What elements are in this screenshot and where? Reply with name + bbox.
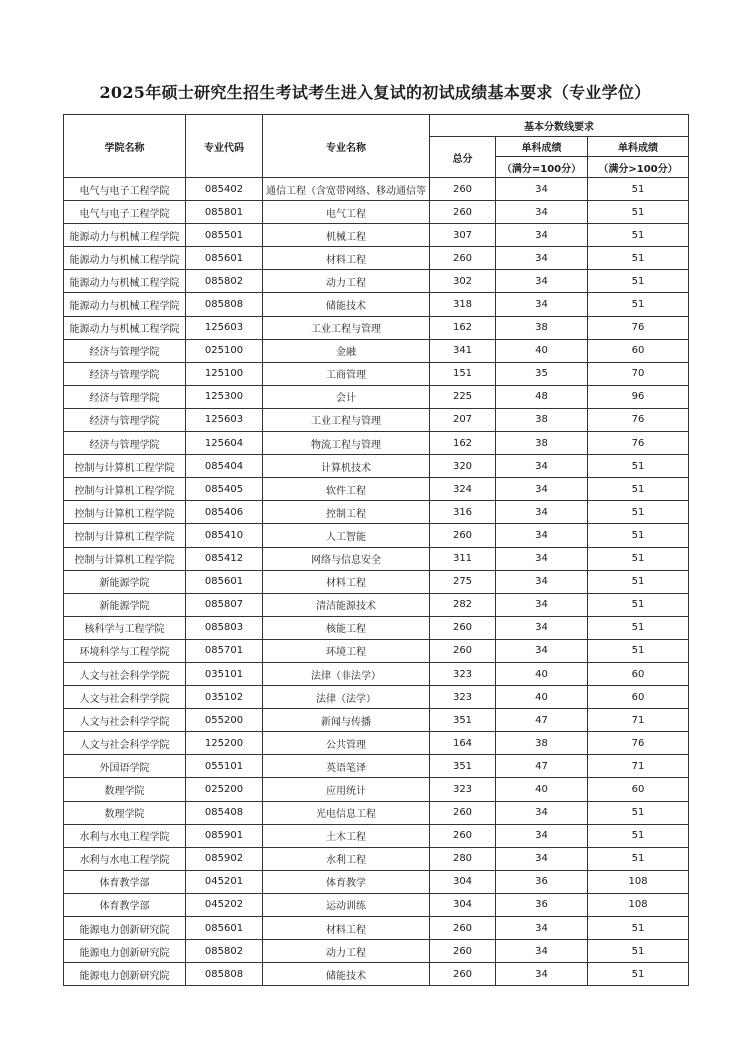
table-row	[64, 755, 689, 778]
code-cell: 045202	[186, 893, 263, 916]
table-row	[64, 385, 689, 408]
single-score-over-100-cell: 51	[588, 547, 689, 570]
table-row	[64, 778, 689, 801]
single-score-100-cell: 34	[496, 801, 588, 824]
major-cell: 工业工程与管理	[263, 408, 430, 431]
major-cell: 核能工程	[263, 616, 430, 639]
single-score-100-cell: 36	[496, 893, 588, 916]
college-cell: 能源动力与机械工程学院	[64, 247, 186, 270]
major-cell: 会计	[263, 385, 430, 408]
single-score-100-cell: 36	[496, 870, 588, 893]
major-cell: 动力工程	[263, 270, 430, 293]
total-score-cell: 207	[430, 408, 496, 431]
header-single-score-2: 单科成绩	[588, 137, 689, 157]
code-cell: 085601	[186, 917, 263, 940]
total-score-cell: 341	[430, 339, 496, 362]
single-score-100-cell: 34	[496, 524, 588, 547]
single-score-over-100-cell: 51	[588, 917, 689, 940]
major-cell: 英语笔译	[263, 755, 430, 778]
single-score-100-cell: 34	[496, 616, 588, 639]
college-cell: 经济与管理学院	[64, 362, 186, 385]
college-cell: 新能源学院	[64, 593, 186, 616]
total-score-cell: 351	[430, 709, 496, 732]
table-row	[64, 178, 689, 201]
total-score-cell: 323	[430, 662, 496, 685]
single-score-over-100-cell: 51	[588, 247, 689, 270]
table-row	[64, 316, 689, 339]
code-cell: 045201	[186, 870, 263, 893]
single-score-100-cell: 34	[496, 293, 588, 316]
table-row	[64, 524, 689, 547]
table-row	[64, 709, 689, 732]
table-row	[64, 917, 689, 940]
single-score-100-cell: 34	[496, 501, 588, 524]
single-score-100-cell: 38	[496, 432, 588, 455]
major-cell: 人工智能	[263, 524, 430, 547]
major-cell: 材料工程	[263, 917, 430, 940]
major-cell: 软件工程	[263, 478, 430, 501]
total-score-cell: 324	[430, 478, 496, 501]
table-body	[64, 178, 689, 986]
major-cell: 法律（法学）	[263, 686, 430, 709]
major-cell: 电气工程	[263, 201, 430, 224]
major-cell: 材料工程	[263, 570, 430, 593]
major-cell: 清洁能源技术	[263, 593, 430, 616]
college-cell: 能源电力创新研究院	[64, 917, 186, 940]
total-score-cell: 162	[430, 316, 496, 339]
single-score-over-100-cell: 51	[588, 501, 689, 524]
major-cell: 材料工程	[263, 247, 430, 270]
table-row	[64, 732, 689, 755]
single-score-100-cell: 34	[496, 247, 588, 270]
college-cell: 经济与管理学院	[64, 385, 186, 408]
single-score-100-cell: 47	[496, 755, 588, 778]
major-cell: 金融	[263, 339, 430, 362]
single-score-over-100-cell: 51	[588, 270, 689, 293]
college-cell: 控制与计算机工程学院	[64, 547, 186, 570]
total-score-cell: 260	[430, 824, 496, 847]
major-cell: 光电信息工程	[263, 801, 430, 824]
single-score-over-100-cell: 96	[588, 385, 689, 408]
single-score-over-100-cell: 60	[588, 686, 689, 709]
single-score-over-100-cell: 51	[588, 593, 689, 616]
code-cell: 125603	[186, 408, 263, 431]
major-cell: 网络与信息安全	[263, 547, 430, 570]
single-score-over-100-cell: 60	[588, 339, 689, 362]
code-cell: 055101	[186, 755, 263, 778]
single-score-over-100-cell: 51	[588, 963, 689, 986]
code-cell: 085402	[186, 178, 263, 201]
table-row	[64, 501, 689, 524]
total-score-cell: 260	[430, 524, 496, 547]
total-score-cell: 151	[430, 362, 496, 385]
college-cell: 控制与计算机工程学院	[64, 455, 186, 478]
code-cell: 085808	[186, 963, 263, 986]
total-score-cell: 260	[430, 917, 496, 940]
total-score-cell: 323	[430, 778, 496, 801]
major-cell: 储能技术	[263, 293, 430, 316]
table-row	[64, 455, 689, 478]
code-cell: 085801	[186, 201, 263, 224]
header-college: 学院名称	[64, 115, 186, 178]
single-score-over-100-cell: 51	[588, 570, 689, 593]
header-code: 专业代码	[186, 115, 263, 178]
single-score-100-cell: 34	[496, 478, 588, 501]
single-score-over-100-cell: 51	[588, 224, 689, 247]
single-score-over-100-cell: 51	[588, 940, 689, 963]
table-row	[64, 362, 689, 385]
college-cell: 能源动力与机械工程学院	[64, 293, 186, 316]
total-score-cell: 164	[430, 732, 496, 755]
single-score-100-cell: 34	[496, 824, 588, 847]
single-score-over-100-cell: 51	[588, 293, 689, 316]
code-cell: 085408	[186, 801, 263, 824]
total-score-cell: 260	[430, 247, 496, 270]
college-cell: 控制与计算机工程学院	[64, 524, 186, 547]
score-table	[63, 114, 689, 986]
total-score-cell: 320	[430, 455, 496, 478]
college-cell: 能源电力创新研究院	[64, 940, 186, 963]
single-score-over-100-cell: 51	[588, 524, 689, 547]
single-score-over-100-cell: 70	[588, 362, 689, 385]
college-cell: 核科学与工程学院	[64, 616, 186, 639]
table-row	[64, 293, 689, 316]
single-score-over-100-cell: 51	[588, 201, 689, 224]
major-cell: 机械工程	[263, 224, 430, 247]
college-cell: 能源动力与机械工程学院	[64, 224, 186, 247]
single-score-over-100-cell: 51	[588, 178, 689, 201]
single-score-over-100-cell: 51	[588, 455, 689, 478]
college-cell: 外国语学院	[64, 755, 186, 778]
college-cell: 人文与社会科学学院	[64, 686, 186, 709]
single-score-100-cell: 34	[496, 547, 588, 570]
single-score-100-cell: 34	[496, 224, 588, 247]
college-cell: 经济与管理学院	[64, 408, 186, 431]
code-cell: 085901	[186, 824, 263, 847]
college-cell: 人文与社会科学学院	[64, 709, 186, 732]
college-cell: 数理学院	[64, 801, 186, 824]
single-score-over-100-cell: 76	[588, 432, 689, 455]
major-cell: 储能技术	[263, 963, 430, 986]
table-row	[64, 201, 689, 224]
major-cell: 工业工程与管理	[263, 316, 430, 339]
code-cell: 085807	[186, 593, 263, 616]
college-cell: 经济与管理学院	[64, 432, 186, 455]
table-row	[64, 639, 689, 662]
code-cell: 085406	[186, 501, 263, 524]
single-score-100-cell: 40	[496, 662, 588, 685]
major-cell: 新闻与传播	[263, 709, 430, 732]
single-score-over-100-cell: 108	[588, 893, 689, 916]
college-cell: 能源动力与机械工程学院	[64, 316, 186, 339]
code-cell: 085412	[186, 547, 263, 570]
header-basic-requirement: 基本分数线要求	[430, 115, 689, 137]
single-score-100-cell: 40	[496, 686, 588, 709]
total-score-cell: 260	[430, 201, 496, 224]
total-score-cell: 351	[430, 755, 496, 778]
code-cell: 085802	[186, 270, 263, 293]
single-score-100-cell: 38	[496, 316, 588, 339]
total-score-cell: 304	[430, 893, 496, 916]
college-cell: 数理学院	[64, 778, 186, 801]
major-cell: 水利工程	[263, 847, 430, 870]
total-score-cell: 275	[430, 570, 496, 593]
total-score-cell: 307	[430, 224, 496, 247]
college-cell: 控制与计算机工程学院	[64, 478, 186, 501]
single-score-100-cell: 47	[496, 709, 588, 732]
single-score-over-100-cell: 71	[588, 755, 689, 778]
table-row	[64, 940, 689, 963]
college-cell: 环境科学与工程学院	[64, 639, 186, 662]
total-score-cell: 162	[430, 432, 496, 455]
code-cell: 035101	[186, 662, 263, 685]
college-cell: 体育教学部	[64, 893, 186, 916]
header-single-score-1-note: （满分=100分）	[496, 157, 588, 178]
college-cell: 电气与电子工程学院	[64, 201, 186, 224]
table-row	[64, 432, 689, 455]
major-cell: 工商管理	[263, 362, 430, 385]
header-single-score-1: 单科成绩	[496, 137, 588, 157]
code-cell: 085501	[186, 224, 263, 247]
single-score-over-100-cell: 51	[588, 801, 689, 824]
single-score-100-cell: 34	[496, 963, 588, 986]
table-row	[64, 662, 689, 685]
total-score-cell: 302	[430, 270, 496, 293]
code-cell: 025200	[186, 778, 263, 801]
total-score-cell: 260	[430, 178, 496, 201]
single-score-100-cell: 34	[496, 570, 588, 593]
single-score-over-100-cell: 71	[588, 709, 689, 732]
total-score-cell: 323	[430, 686, 496, 709]
college-cell: 人文与社会科学学院	[64, 662, 186, 685]
table-row	[64, 270, 689, 293]
code-cell: 085701	[186, 639, 263, 662]
table-row	[64, 870, 689, 893]
code-cell: 085601	[186, 570, 263, 593]
total-score-cell: 260	[430, 940, 496, 963]
total-score-cell: 260	[430, 616, 496, 639]
major-cell: 计算机技术	[263, 455, 430, 478]
single-score-over-100-cell: 108	[588, 870, 689, 893]
single-score-100-cell: 34	[496, 455, 588, 478]
single-score-over-100-cell: 76	[588, 408, 689, 431]
total-score-cell: 282	[430, 593, 496, 616]
table-row	[64, 847, 689, 870]
code-cell: 085601	[186, 247, 263, 270]
total-score-cell: 280	[430, 847, 496, 870]
code-cell: 085410	[186, 524, 263, 547]
table-row	[64, 547, 689, 570]
table-row	[64, 247, 689, 270]
college-cell: 人文与社会科学学院	[64, 732, 186, 755]
total-score-cell: 316	[430, 501, 496, 524]
major-cell: 土木工程	[263, 824, 430, 847]
table-row	[64, 616, 689, 639]
table-row	[64, 570, 689, 593]
single-score-over-100-cell: 76	[588, 732, 689, 755]
total-score-cell: 304	[430, 870, 496, 893]
single-score-100-cell: 40	[496, 339, 588, 362]
document-title: 2025年硕士研究生招生考试考生进入复试的初试成绩基本要求（专业学位）	[99, 83, 651, 102]
major-cell: 物流工程与管理	[263, 432, 430, 455]
major-cell: 动力工程	[263, 940, 430, 963]
college-cell: 新能源学院	[64, 570, 186, 593]
college-cell: 体育教学部	[64, 870, 186, 893]
table-row	[64, 801, 689, 824]
code-cell: 085803	[186, 616, 263, 639]
major-cell: 环境工程	[263, 639, 430, 662]
major-cell: 体育教学	[263, 870, 430, 893]
college-cell: 电气与电子工程学院	[64, 178, 186, 201]
single-score-over-100-cell: 51	[588, 639, 689, 662]
single-score-100-cell: 34	[496, 178, 588, 201]
major-cell: 控制工程	[263, 501, 430, 524]
header-major: 专业名称	[263, 115, 430, 178]
major-cell: 法律（非法学）	[263, 662, 430, 685]
code-cell: 125604	[186, 432, 263, 455]
single-score-100-cell: 38	[496, 408, 588, 431]
single-score-100-cell: 34	[496, 270, 588, 293]
single-score-100-cell: 34	[496, 940, 588, 963]
college-cell: 能源动力与机械工程学院	[64, 270, 186, 293]
single-score-100-cell: 34	[496, 639, 588, 662]
single-score-100-cell: 34	[496, 847, 588, 870]
single-score-over-100-cell: 51	[588, 616, 689, 639]
college-cell: 能源电力创新研究院	[64, 963, 186, 986]
code-cell: 055200	[186, 709, 263, 732]
table-row	[64, 824, 689, 847]
table-row	[64, 408, 689, 431]
table-row	[64, 893, 689, 916]
single-score-100-cell: 34	[496, 593, 588, 616]
code-cell: 025100	[186, 339, 263, 362]
table-row	[64, 963, 689, 986]
code-cell: 085802	[186, 940, 263, 963]
table-row	[64, 593, 689, 616]
total-score-cell: 311	[430, 547, 496, 570]
college-cell: 经济与管理学院	[64, 339, 186, 362]
single-score-over-100-cell: 76	[588, 316, 689, 339]
single-score-over-100-cell: 51	[588, 824, 689, 847]
single-score-100-cell: 40	[496, 778, 588, 801]
total-score-cell: 318	[430, 293, 496, 316]
single-score-100-cell: 34	[496, 201, 588, 224]
single-score-over-100-cell: 60	[588, 778, 689, 801]
code-cell: 035102	[186, 686, 263, 709]
code-cell: 125200	[186, 732, 263, 755]
major-cell: 运动训练	[263, 893, 430, 916]
major-cell: 通信工程（含宽带网络、移动通信等	[263, 178, 430, 201]
college-cell: 水利与水电工程学院	[64, 847, 186, 870]
header-total: 总分	[430, 137, 496, 178]
code-cell: 085902	[186, 847, 263, 870]
college-cell: 控制与计算机工程学院	[64, 501, 186, 524]
code-cell: 085404	[186, 455, 263, 478]
single-score-over-100-cell: 60	[588, 662, 689, 685]
code-cell: 125100	[186, 362, 263, 385]
code-cell: 085405	[186, 478, 263, 501]
major-cell: 公共管理	[263, 732, 430, 755]
single-score-over-100-cell: 51	[588, 847, 689, 870]
single-score-100-cell: 48	[496, 385, 588, 408]
table-row	[64, 686, 689, 709]
code-cell: 085808	[186, 293, 263, 316]
total-score-cell: 225	[430, 385, 496, 408]
code-cell: 125300	[186, 385, 263, 408]
single-score-100-cell: 38	[496, 732, 588, 755]
single-score-over-100-cell: 51	[588, 478, 689, 501]
table-row	[64, 224, 689, 247]
total-score-cell: 260	[430, 963, 496, 986]
major-cell: 应用统计	[263, 778, 430, 801]
table-row	[64, 478, 689, 501]
college-cell: 水利与水电工程学院	[64, 824, 186, 847]
table-row	[64, 339, 689, 362]
total-score-cell: 260	[430, 639, 496, 662]
single-score-100-cell: 35	[496, 362, 588, 385]
code-cell: 125603	[186, 316, 263, 339]
total-score-cell: 260	[430, 801, 496, 824]
single-score-100-cell: 34	[496, 917, 588, 940]
header-single-score-2-note: （满分>100分）	[588, 157, 689, 178]
